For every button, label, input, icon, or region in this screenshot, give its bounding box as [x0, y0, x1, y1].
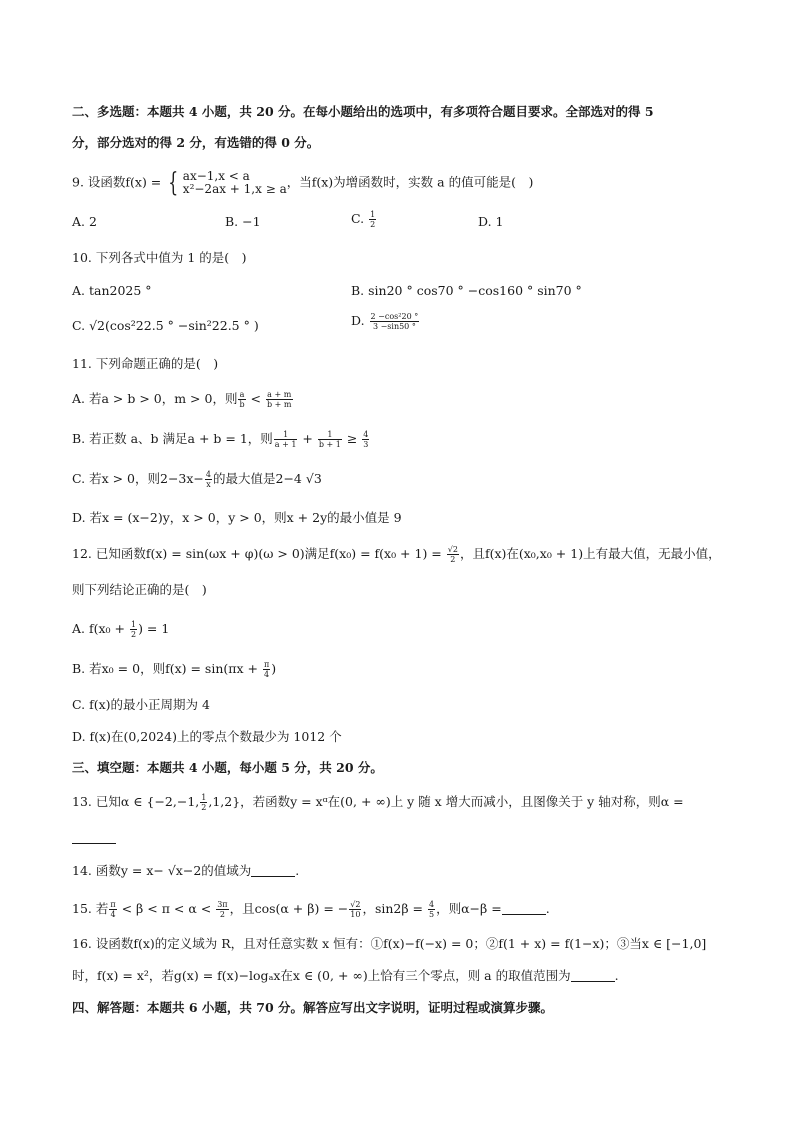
q11-option-c: C. 若x > 0，则2−3x− $\frac{4}{x}$ 的最大值是2−4 √3 — [72, 470, 322, 489]
q16-stem-line1: 16. 设函数f(x)的定义域为 R，且对任意实数 x 恒有：①f(x)−f(−x) = 0；②f(1 + x) = f(1−x)；③当x ∈ [−1,0] — [72, 936, 707, 951]
q10-option-a: A. tan2025 ° — [72, 283, 152, 298]
q15-stem: 15. 若 $\frac{\pi}{4}$ < β < π < α < $\frac{3\pi}{2}$ ，且cos(α + β) = − $\frac{√2}{10}$ ，sin2β = $\frac{4}{5}$ ，则α−β = . — [72, 900, 550, 919]
q11-option-d: D. 若x = (x−2)y，x > 0，y > 0，则x + 2y的最小值是 9 — [72, 510, 402, 525]
q12-option-c: C. f(x)的最小正周期为 4 — [72, 697, 210, 712]
section4-title: 四、解答题：本题共 6 小题，共 70 分。解答应写出文字说明，证明过程或演算步骤。 — [72, 1000, 554, 1015]
q11-stem: 11. 下列命题正确的是( ) — [72, 356, 219, 371]
q12-option-d: D. f(x)在(0,2024)上的零点个数最少为 1012 个 — [72, 729, 342, 744]
q10-option-d: D. $\frac{\text{2 −cos²20 °}}{3 -\sin 50 ^\circ}$ — [351, 312, 419, 331]
section2-line1: 二、多选题：本题共 4 小题，共 20 分。在每小题给出的选项中，有多项符合题目要求。全部选对的得 5 — [72, 104, 654, 119]
q12-stem-line2: 则下列结论正确的是( ) — [72, 582, 207, 597]
section2-line2: 分，部分选对的得 2 分，有选错的得 0 分。 — [72, 135, 320, 150]
q10-option-c: C. √2(cos²22.5 ° −sin²22.5 ° ) — [72, 318, 259, 333]
q9-option-a: A. 2 — [72, 214, 97, 229]
q9-option-c: C. $\frac{1}{2}$ — [351, 210, 376, 229]
q14-answer-blank — [251, 864, 295, 877]
q11-option-b: B. 若正数 a、b 满足a + b = 1，则 $\frac{1}{a + 1}$ + $\frac{1}{b + 1}$ ≥ $\frac{4}{3}$ — [72, 430, 369, 449]
q10-option-b: B. sin20 ° cos70 ° −cos160 ° sin70 ° — [351, 283, 582, 298]
q10-stem: 10. 下列各式中值为 1 的是( ) — [72, 250, 247, 265]
q13-stem: 13. 已知α ∈ {−2,−1, $\frac{1}{2}$ ,1,2}，若函数y = xᵅ在(0, + ∞)上 y 随 x 增大而减小，且图像关于 y 轴对称，则α = — [72, 793, 684, 812]
q11-option-a: A. 若a > b > 0，m > 0，则 $\frac{a}{b}$ < $\frac{a + m}{b + m}$ — [72, 390, 292, 409]
q9-stem: 9. 设函数f(x) = { ax−1,x < a x²−2ax + 1,x ≥ a ，当f(x)为增函数时，实数 a 的值可能是( ) — [72, 168, 534, 198]
q9-option-d: D. 1 — [478, 214, 504, 229]
q12-option-a: A. f(x₀ + $\frac{1}{2}$ ) = 1 — [72, 620, 170, 639]
q16-stem-line2: 时，f(x) = x²，若g(x) = f(x)−logₐx在x ∈ (0, + ∞)上恰有三个零点，则 a 的取值范围为 . — [72, 968, 619, 983]
q15-answer-blank — [502, 902, 546, 915]
q12-option-b: B. 若x₀ = 0，则f(x) = sin(πx + $\frac{\pi}{4}$ ) — [72, 660, 277, 679]
q12-stem-line1: 12. 已知函数f(x) = sin(ωx + φ)(ω > 0)满足f(x₀) = f(x₀ + 1) = $\frac{√2}{2}$ ，且f(x)在(x₀,x₀ + 1)上有最大值，无最小值， — [72, 545, 721, 564]
q9-option-b: B. −1 — [225, 214, 261, 229]
q14-stem: 14. 函数y = x− √x−2的值域为 . — [72, 863, 300, 878]
q13-answer-blank — [72, 830, 116, 846]
q16-answer-blank — [571, 969, 615, 982]
section3-title: 三、填空题：本题共 4 小题，每小题 5 分，共 20 分。 — [72, 760, 383, 775]
